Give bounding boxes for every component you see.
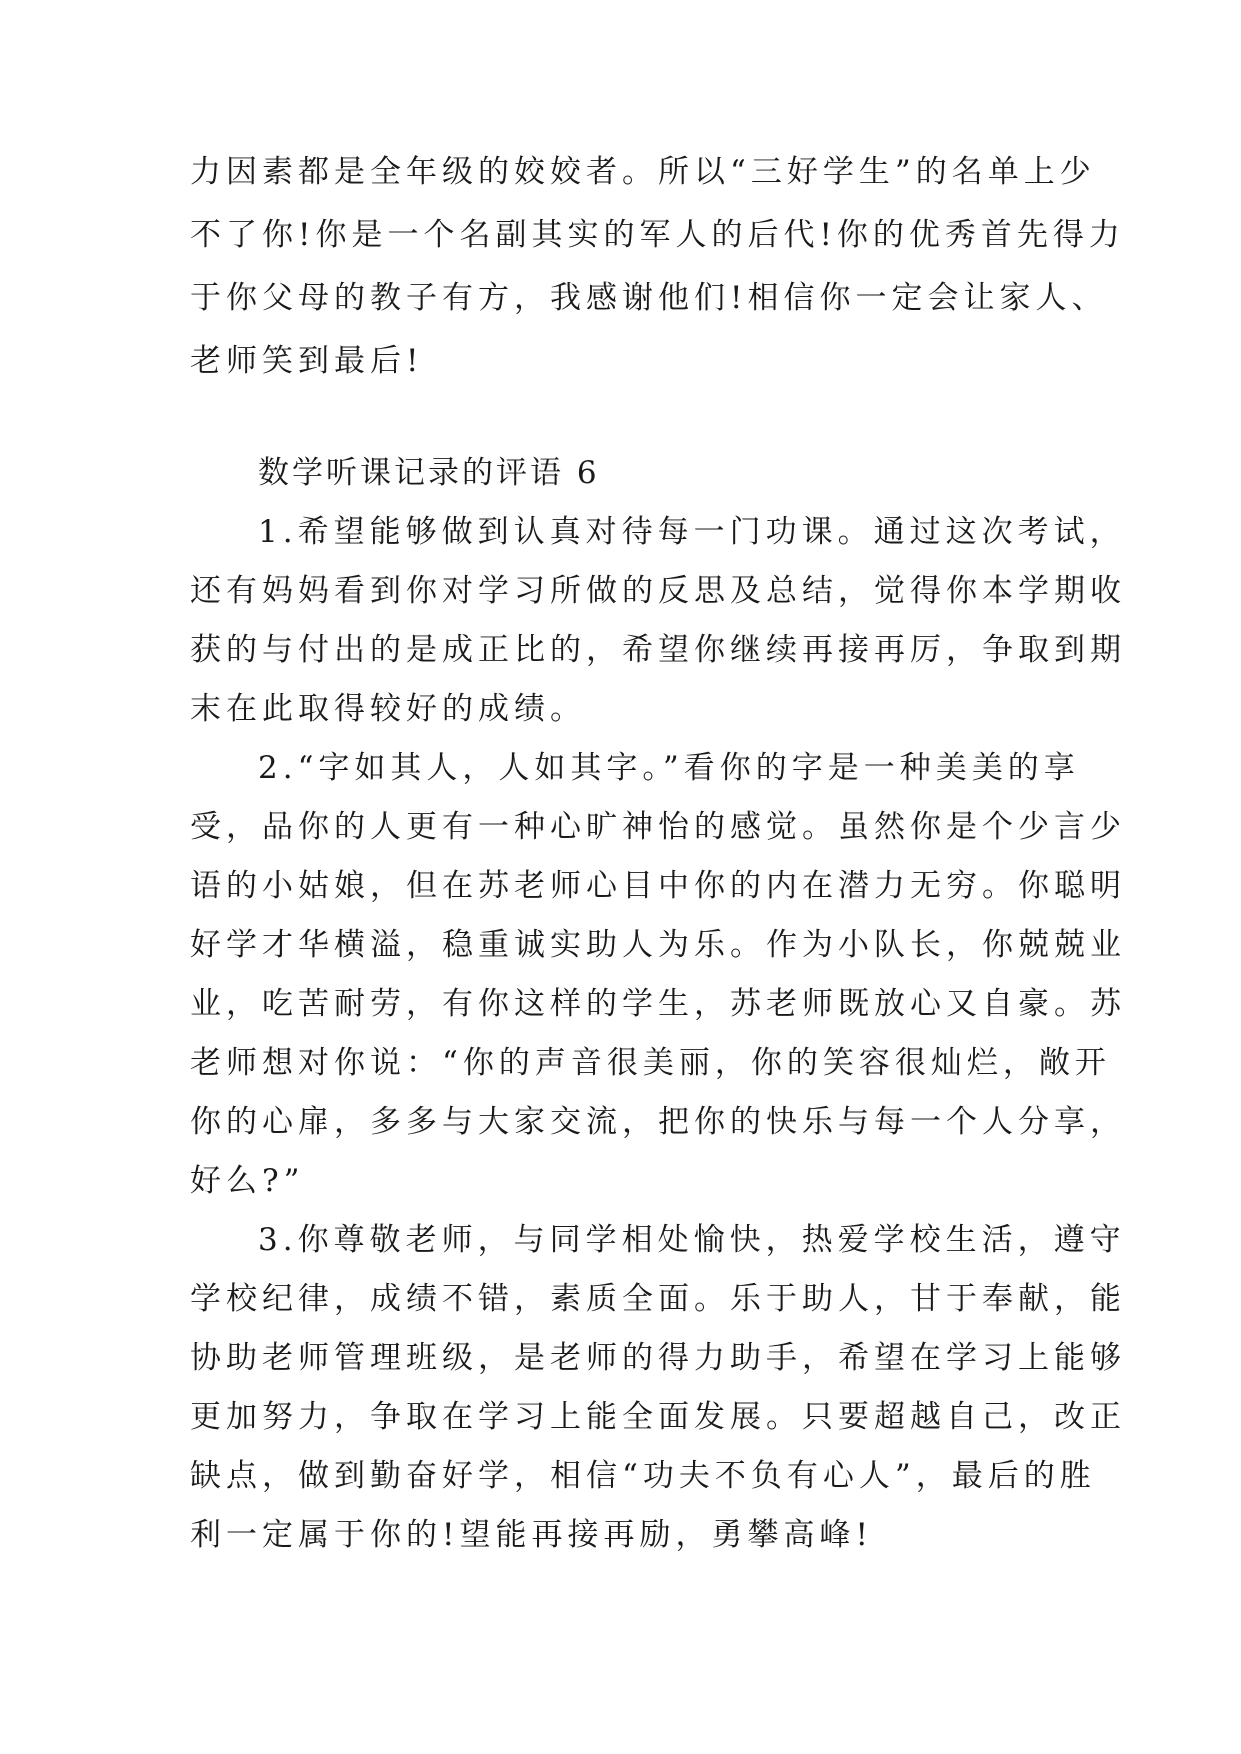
text-line: 缺点，做到勤奋好学，相信“功夫不负有心人”，最后的胜: [190, 1458, 1096, 1494]
text-line: 更加努力，争取在学习上能全面发展。只要超越自己，改正: [190, 1399, 1126, 1435]
text-line: 获的与付出的是成正比的，希望你继续再接再厉，争取到期: [190, 632, 1126, 668]
text-line: 受，品你的人更有一种心旷神怡的感觉。虽然你是个少言少: [190, 809, 1126, 845]
text-line: 老师想对你说：“你的声音很美丽，你的笑容很灿烂，敞开: [190, 1045, 1111, 1081]
text-line: 好学才华横溢，稳重诚实助人为乐。作为小队长，你兢兢业: [190, 927, 1126, 963]
text-line: 你的心扉，多多与大家交流，把你的快乐与每一个人分享，: [190, 1104, 1126, 1140]
text-line: 语的小姑娘，但在苏老师心目中你的内在潜力无穷。你聪明: [190, 868, 1126, 904]
text-line: 协助老师管理班级，是老师的得力助手，希望在学习上能够: [190, 1340, 1126, 1376]
text-line: 好么?”: [190, 1163, 305, 1199]
paragraph-1-start: 1.希望能够做到认真对待每一门功课。通过这次考试，: [258, 514, 1126, 550]
text-line: 学校纪律，成绩不错，素质全面。乐于助人，甘于奉献，能: [190, 1281, 1126, 1317]
text-line: 还有妈妈看到你对学习所做的反思及总结，觉得你本学期收: [190, 573, 1126, 609]
text-line: 老师笑到最后!: [190, 343, 424, 379]
section-heading: 数学听课记录的评语 6: [258, 455, 600, 491]
paragraph-2-start: 2.“字如其人，人如其字。”看你的字是一种美美的享: [258, 750, 1080, 786]
text-line: 末在此取得较好的成绩。: [190, 691, 586, 727]
text-line: 利一定属于你的!望能再接再励，勇攀高峰!: [190, 1517, 873, 1553]
paragraph-3-start: 3.你尊敬老师，与同学相处愉快，热爱学校生活，遵守: [258, 1222, 1126, 1258]
text-line: 业，吃苦耐劳，有你这样的学生，苏老师既放心又自豪。苏: [190, 986, 1126, 1022]
text-line: 不了你!你是一个名副其实的军人的后代!你的优秀首先得力: [190, 217, 1125, 253]
text-line: 于你父母的教子有方，我感谢他们!相信你一定会让家人、: [190, 280, 1108, 316]
text-line: 力因素都是全年级的姣姣者。所以“三好学生”的名单上少: [190, 154, 1096, 190]
